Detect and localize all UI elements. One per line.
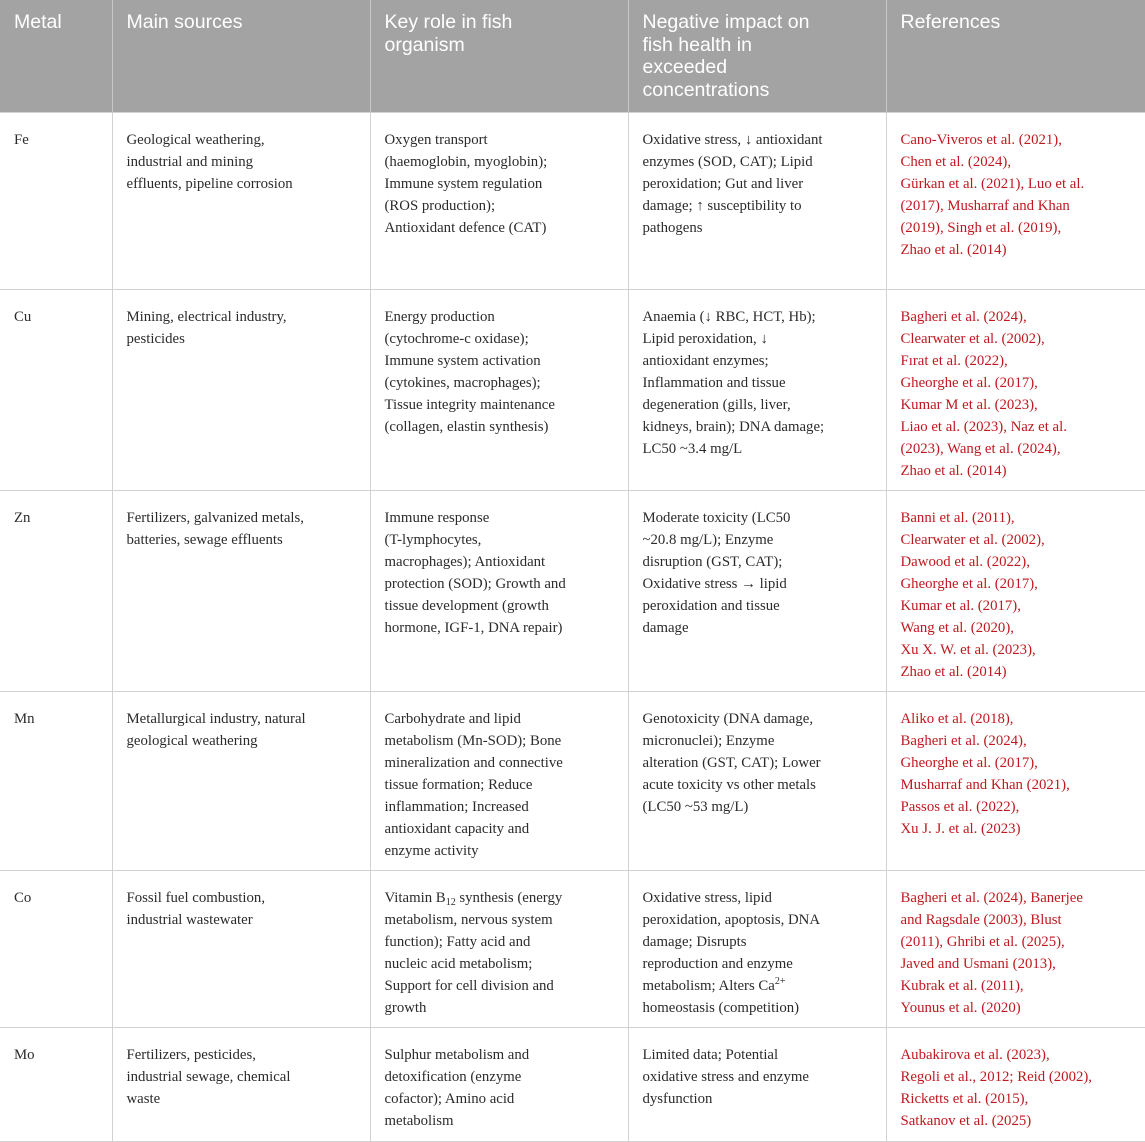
references-cell bbox=[886, 491, 1145, 692]
header-metal: Metal bbox=[0, 0, 112, 113]
reference-link[interactable]: Kumar et al. (2017), bbox=[900, 598, 1021, 614]
reference-link[interactable]: Younus et al. (2020) bbox=[900, 1000, 1021, 1016]
reference-link[interactable]: and Ragsdale (2003), Blust bbox=[900, 912, 1062, 928]
reference-link[interactable]: Gürkan et al. (2021), Luo et al. bbox=[900, 176, 1085, 192]
impact-cell: Oxidative stress, lipid peroxidation, apoptosis, DNA damage; Disrupts reproduction and enzyme metabolism; Alters $Ca^{2+}$ homeostasis (competition) bbox=[628, 871, 886, 1028]
reference-link[interactable]: Clearwater et al. (2002), bbox=[900, 331, 1045, 347]
header-references: References bbox=[886, 0, 1145, 113]
reference-link[interactable]: Banni et al. (2011), bbox=[900, 510, 1015, 526]
reference-link[interactable]: Clearwater et al. (2002), bbox=[900, 532, 1045, 548]
sources-cell: Fertilizers, pesticides, industrial sewage, chemical waste bbox=[112, 1028, 370, 1142]
reference-link[interactable]: Kumar M et al. (2023), bbox=[900, 397, 1038, 413]
header-row bbox=[0, 0, 1145, 113]
metal-cell: Mo bbox=[0, 1028, 112, 1142]
impact-cell: Oxidative stress, ↓ antioxidant enzymes (SOD, CAT); Lipid peroxidation; Gut and liver damage; ↑ susceptibility to pathogens bbox=[628, 113, 886, 290]
reference-link[interactable]: Regoli et al., 2012; Reid (2002), bbox=[900, 1069, 1093, 1085]
reference-link[interactable]: Aubakirova et al. (2023), bbox=[900, 1047, 1050, 1063]
impact-cell: Genotoxicity (DNA damage, micronuclei); Enzyme alteration (GST, CAT); Lower acute toxicity vs other metals (LC50 ~53 mg/L) bbox=[628, 692, 886, 871]
impact-cell: Limited data; Potential oxidative stress and enzyme dysfunction bbox=[628, 1028, 886, 1142]
role-cell: Oxygen transport (haemoglobin, myoglobin); Immune system regulation (ROS production); Antioxidant defence (CAT) bbox=[370, 113, 628, 290]
metal-cell: Mn bbox=[0, 692, 112, 871]
role-cell: Sulphur metabolism and detoxification (enzyme cofactor); Amino acid metabolism bbox=[370, 1028, 628, 1142]
metal-cell: Co bbox=[0, 871, 112, 1028]
reference-link[interactable]: Satkanov et al. (2025) bbox=[900, 1113, 1032, 1129]
reference-link[interactable]: Javed and Usmani (2013), bbox=[900, 956, 1056, 972]
reference-link[interactable]: Ricketts et al. (2015), bbox=[900, 1091, 1029, 1107]
table-row-zn bbox=[0, 491, 1145, 692]
header-negative-impact: Negative impact on fish health in exceeded concentrations bbox=[628, 0, 886, 113]
role-cell: Carbohydrate and lipid metabolism (Mn-SOD); Bone mineralization and connective tissue formation; Reduce inflammation; Increased antioxidant capacity and enzyme activity bbox=[370, 692, 628, 871]
references-cell bbox=[886, 113, 1145, 290]
reference-link[interactable]: Passos et al. (2022), bbox=[900, 799, 1020, 815]
references-cell bbox=[886, 692, 1145, 871]
metal-cell: Cu bbox=[0, 290, 112, 491]
reference-link[interactable]: (2017), Musharraf and Khan bbox=[900, 198, 1070, 214]
reference-link[interactable]: Zhao et al. (2014) bbox=[900, 664, 1007, 680]
references-cell bbox=[886, 1028, 1145, 1142]
header-main-sources: Main sources bbox=[112, 0, 370, 113]
reference-link[interactable]: Dawood et al. (2022), bbox=[900, 554, 1030, 570]
reference-link[interactable]: Chen et al. (2024), bbox=[900, 154, 1012, 170]
table-row-cu bbox=[0, 290, 1145, 491]
reference-link[interactable]: Bagheri et al. (2024), Banerjee bbox=[900, 890, 1083, 906]
reference-link[interactable]: (2011), Ghribi et al. (2025), bbox=[900, 934, 1065, 950]
reference-link[interactable]: Zhao et al. (2014) bbox=[900, 463, 1007, 479]
table-row-fe bbox=[0, 113, 1145, 290]
references-cell bbox=[886, 290, 1145, 491]
reference-link[interactable]: (2023), Wang et al. (2024), bbox=[900, 441, 1061, 457]
reference-link[interactable]: (2019), Singh et al. (2019), bbox=[900, 220, 1062, 236]
role-cell: Energy production (cytochrome-c oxidase); Immune system activation (cytokines, macrophages); Tissue integrity maintenance (collagen, elastin synthesis) bbox=[370, 290, 628, 491]
sources-cell: Mining, electrical industry, pesticides bbox=[112, 290, 370, 491]
sources-cell: Geological weathering, industrial and mining effluents, pipeline corrosion bbox=[112, 113, 370, 290]
reference-link[interactable]: Gheorghe et al. (2017), bbox=[900, 576, 1038, 592]
reference-link[interactable]: Xu X. W. et al. (2023), bbox=[900, 642, 1036, 658]
impact-cell: Anaemia (↓ RBC, HCT, Hb); Lipid peroxidation, ↓ antioxidant enzymes; Inflammation and tissue degeneration (gills, liver, kidneys, brain); DNA damage; LC50 ~3.4 mg/L bbox=[628, 290, 886, 491]
reference-link[interactable]: Musharraf and Khan (2021), bbox=[900, 777, 1070, 793]
metal-cell: Fe bbox=[0, 113, 112, 290]
reference-link[interactable]: Cano-Viveros et al. (2021), bbox=[900, 132, 1062, 148]
sources-cell: Metallurgical industry, natural geological weathering bbox=[112, 692, 370, 871]
references-cell bbox=[886, 871, 1145, 1028]
role-cell: Vitamin $B_{12}$ synthesis (energy metabolism, nervous system function); Fatty acid and nucleic acid metabolism; Support for cell division and growth bbox=[370, 871, 628, 1028]
header-key-role: Key role in fish organism bbox=[370, 0, 628, 113]
reference-link[interactable]: Wang et al. (2020), bbox=[900, 620, 1014, 636]
reference-link[interactable]: Bagheri et al. (2024), bbox=[900, 733, 1027, 749]
reference-link[interactable]: Gheorghe et al. (2017), bbox=[900, 375, 1038, 391]
table-row-mo bbox=[0, 1028, 1145, 1142]
reference-link[interactable]: Aliko et al. (2018), bbox=[900, 711, 1014, 727]
reference-link[interactable]: Gheorghe et al. (2017), bbox=[900, 755, 1038, 771]
reference-link[interactable]: Xu J. J. et al. (2023) bbox=[900, 821, 1021, 837]
reference-link[interactable]: Zhao et al. (2014) bbox=[900, 242, 1007, 258]
impact-cell: Moderate toxicity (LC50 ~20.8 mg/L); Enzyme disruption (GST, CAT); Oxidative stress → lipid peroxidation and tissue damage bbox=[628, 491, 886, 692]
reference-link[interactable]: Bagheri et al. (2024), bbox=[900, 309, 1027, 325]
sources-cell: Fertilizers, galvanized metals, batteries, sewage effluents bbox=[112, 491, 370, 692]
role-cell: Immune response (T-lymphocytes, macrophages); Antioxidant protection (SOD); Growth and tissue development (growth hormone, IGF-1, DNA repair) bbox=[370, 491, 628, 692]
metal-cell: Zn bbox=[0, 491, 112, 692]
reference-link[interactable]: Liao et al. (2023), Naz et al. bbox=[900, 419, 1067, 435]
reference-link[interactable]: Kubrak et al. (2011), bbox=[900, 978, 1024, 994]
table-row-co bbox=[0, 871, 1145, 1028]
sources-cell: Fossil fuel combustion, industrial wastewater bbox=[112, 871, 370, 1028]
table-row-mn bbox=[0, 692, 1145, 871]
reference-link[interactable]: Fırat et al. (2022), bbox=[900, 353, 1008, 369]
